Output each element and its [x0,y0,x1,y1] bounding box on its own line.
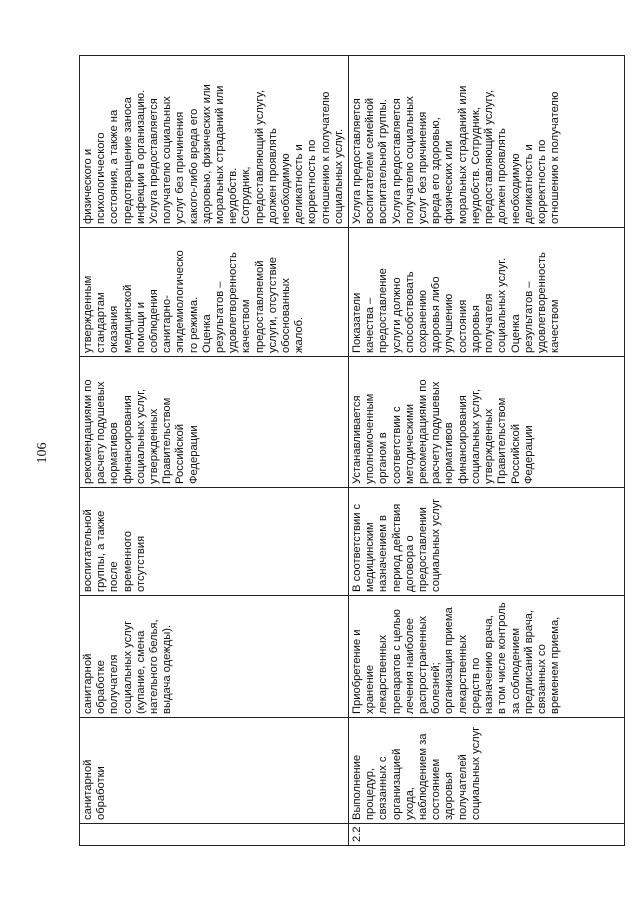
quality-indicators: утвержденным стандартам оказания медицинской помощи и соблюдения санитарно- эпидемиологическо го режима. Оценка результатов – удовлетворенность качеством предоставляемой услуги, отсутствие обоснованных жалоб. [82,250,306,353]
service-conditions-cell [349,56,625,228]
page-number: 106 [35,442,50,464]
service-conditions: Услуга предоставляется воспитателем семейной воспитательной группы. Услуга предоставляется получателю социальных услуг без причинения вреда его здоровью, физических или моральных страданий или неудобств. Сотрудник, предоставляющий услугу, должен проявлять необходимую деликатность и корректность по отношению к получателю [351,85,562,224]
service-content-cell [349,596,625,718]
quality-indicators-cell [80,228,349,357]
service-term: В соответствии с медицинским назначением в период действия договора о предоставлении социальных услуг [351,498,443,592]
service-name-cell [349,718,625,824]
service-content: санитарной обработке получателя социальных услуг (купание, смена нательного белья, выдача одежды). [82,619,174,714]
funding-norm-cell [80,357,349,488]
funding-norm: рекомендациями по расчету подушевых нормативов финансирования социальных услуг, утвержденных Правительством Российской Федерации [82,379,200,484]
funding-norm-cell [349,357,625,488]
social-services-table [79,55,625,846]
service-name-cell [80,718,349,824]
service-content-cell [80,596,349,718]
rotated-table-container [79,56,596,846]
quality-indicators-cell [349,228,625,357]
funding-norm: Устанавливается уполномоченным органом в соответствии с методическими рекомендациями по расчету подушевых нормативов финансирования социальных услуг, утвержденных Правительством Российской Федерации [351,379,535,484]
rotated-table-frame [79,56,596,846]
row-number: 2.2 [351,826,364,842]
service-name: Выполнение процедур, связанных с организацией ухода, наблюдением за состоянием здоровья получателей социальных услуг [351,726,482,820]
service-term-cell [349,488,625,596]
row-number-cell [80,824,349,846]
service-name: санитарной обработки [82,759,108,820]
service-conditions: физического и психологического состояния, а также на предотвращение заноса инфекции в организацию. Услуга предоставляется получателю социальных услуг без причинения какого-либо вреда его здоровью, физических или моральных страданий или неудобств. Сотрудник, предоставляющий услугу, должен проявлять необходимую деликатность и корректность по отношению к получателю социальных услуг. [82,84,345,224]
service-conditions-cell [80,56,349,228]
row-number-cell [349,824,625,846]
table-row [349,56,625,846]
table-row [80,56,349,846]
service-term: воспитательной группы, а также после временного отсутствия [82,509,147,592]
service-term-cell [80,488,349,596]
service-content: Приобретение и хранение лекарственных препаратов с целью лечения наиболее распространенных болезней; организация приема лекарственных средств по назначению врача, в том числе контроль за соблюдением предписаний врача, связанных со временем приема, [351,602,562,714]
quality-indicators: Показатели качества – предоставление услуги должно способствовать сохранению здоровья либо улучшению состояния здоровья получателя социальных услуг. Оценка результатов – удовлетворенность качеством [351,252,562,353]
